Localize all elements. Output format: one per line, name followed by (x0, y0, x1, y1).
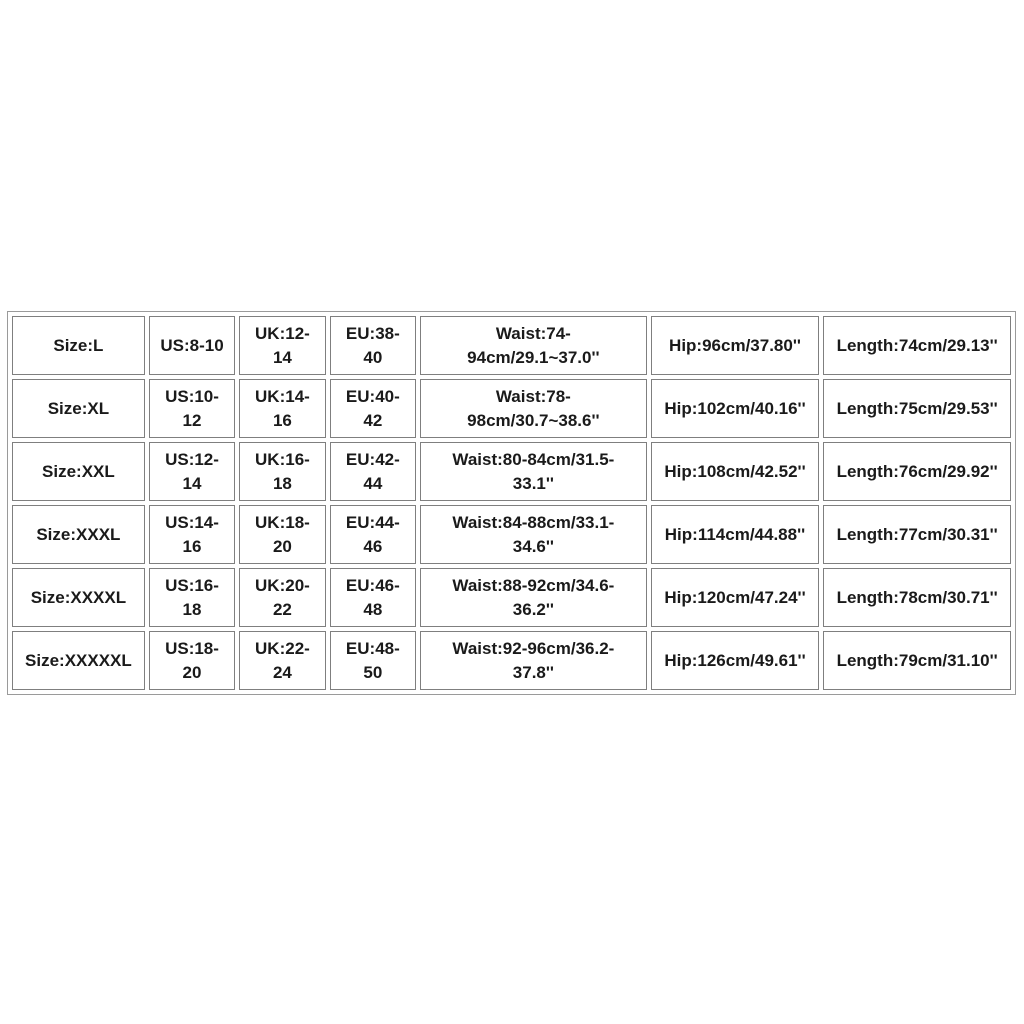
uk-size-cell-text (255, 637, 310, 685)
eu-size-cell (330, 316, 416, 375)
table-row (12, 568, 1011, 627)
hip-cell (651, 631, 820, 690)
waist-cell-text (452, 448, 614, 496)
size-cell-text: Size:L (53, 335, 104, 355)
us-size-cell-text (160, 334, 223, 358)
uk-size-cell-text (255, 322, 310, 370)
waist-cell-line: Waist:88-92cm/34.6- (452, 575, 615, 595)
eu-size-cell (330, 631, 416, 690)
size-cell (12, 631, 145, 690)
table-row (12, 379, 1011, 438)
size-cell (12, 568, 145, 627)
eu-size-cell-text (346, 322, 400, 370)
uk-size-cell-line: 16 (272, 410, 292, 430)
waist-cell-text (452, 511, 614, 559)
waist-cell (420, 568, 647, 627)
eu-size-cell-text (346, 511, 400, 559)
hip-cell-text: Hip:126cm/49.61'' (664, 650, 806, 670)
length-cell (823, 568, 1011, 627)
length-cell (823, 379, 1011, 438)
eu-size-cell-text (346, 574, 400, 622)
uk-size-cell-line: UK:16- (255, 449, 310, 469)
uk-size-cell (239, 442, 325, 501)
length-cell-text: Length:78cm/30.71'' (836, 587, 998, 607)
uk-size-cell-text (255, 385, 310, 433)
us-size-cell-text (165, 637, 219, 685)
eu-size-cell (330, 379, 416, 438)
eu-size-cell-line: EU:40- (345, 386, 400, 406)
hip-cell-text: Hip:114cm/44.88'' (664, 524, 806, 544)
us-size-cell-line: US:12- (165, 449, 219, 469)
waist-cell-text (467, 385, 599, 433)
length-cell (823, 442, 1011, 501)
waist-cell-line: 33.1'' (512, 473, 554, 493)
uk-size-cell-line: 18 (272, 473, 292, 493)
us-size-cell-text (165, 511, 219, 559)
uk-size-cell-line: UK:18- (255, 512, 310, 532)
eu-size-cell-text (346, 637, 400, 685)
eu-size-cell-line: EU:48- (345, 638, 400, 658)
eu-size-cell-line: 40 (363, 347, 383, 367)
size-cell-text: Size:XXL (42, 461, 115, 481)
uk-size-cell-line: UK:12- (255, 323, 310, 343)
uk-size-cell (239, 316, 325, 375)
waist-cell (420, 379, 647, 438)
size-cell (12, 379, 145, 438)
waist-cell-line: Waist:92-96cm/36.2- (452, 638, 615, 658)
table-row (12, 505, 1011, 564)
eu-size-cell-line: EU:44- (345, 512, 400, 532)
eu-size-cell-line: EU:38- (345, 323, 400, 343)
length-cell (823, 631, 1011, 690)
us-size-cell (149, 316, 235, 375)
eu-size-cell-line: 48 (363, 599, 383, 619)
us-size-cell-line: 18 (182, 599, 202, 619)
eu-size-cell-line: 46 (363, 536, 383, 556)
length-cell-text: Length:75cm/29.53'' (836, 398, 998, 418)
length-cell-text: Length:74cm/29.13'' (836, 335, 998, 355)
us-size-cell (149, 505, 235, 564)
length-cell-text: Length:76cm/29.92'' (836, 461, 998, 481)
waist-cell-text (452, 574, 614, 622)
length-cell-text: Length:79cm/31.10'' (836, 650, 998, 670)
size-chart-table (7, 311, 1016, 695)
waist-cell-line: Waist:78- (495, 386, 571, 406)
eu-size-cell (330, 568, 416, 627)
eu-size-cell-line: 42 (363, 410, 383, 430)
hip-cell (651, 316, 820, 375)
uk-size-cell-line: UK:20- (255, 575, 310, 595)
eu-size-cell-text (346, 385, 400, 433)
uk-size-cell (239, 568, 325, 627)
table-row (12, 316, 1011, 375)
uk-size-cell-line: 14 (272, 347, 292, 367)
hip-cell-text: Hip:108cm/42.52'' (664, 461, 806, 481)
table-row (12, 631, 1011, 690)
size-cell-text: Size:XXXL (36, 524, 121, 544)
size-cell-text: Size:XL (47, 398, 110, 418)
waist-cell (420, 316, 647, 375)
us-size-cell-text (165, 385, 219, 433)
waist-cell-line: 34.6'' (512, 536, 554, 556)
uk-size-cell-line: UK:22- (255, 638, 310, 658)
us-size-cell-line: US:14- (165, 512, 219, 532)
waist-cell (420, 442, 647, 501)
us-size-cell (149, 379, 235, 438)
us-size-cell-text (165, 448, 219, 496)
length-cell (823, 316, 1011, 375)
hip-cell-text: Hip:102cm/40.16'' (664, 398, 806, 418)
hip-cell (651, 379, 820, 438)
us-size-cell-line: US:10- (165, 386, 219, 406)
us-size-cell-line: US:8-10 (160, 335, 224, 355)
size-cell (12, 505, 145, 564)
uk-size-cell (239, 505, 325, 564)
us-size-cell-line: US:16- (165, 575, 219, 595)
waist-cell (420, 505, 647, 564)
us-size-cell-line: 20 (182, 662, 202, 682)
eu-size-cell (330, 442, 416, 501)
us-size-cell-line: 16 (182, 536, 202, 556)
us-size-cell (149, 568, 235, 627)
uk-size-cell-line: 22 (272, 599, 292, 619)
uk-size-cell-text (255, 448, 310, 496)
eu-size-cell-line: 50 (363, 662, 383, 682)
uk-size-cell-line: 24 (272, 662, 292, 682)
size-cell (12, 316, 145, 375)
waist-cell-line: 37.8'' (512, 662, 554, 682)
waist-cell-line: Waist:74- (495, 323, 571, 343)
waist-cell (420, 631, 647, 690)
uk-size-cell-text (255, 511, 310, 559)
length-cell-text: Length:77cm/30.31'' (836, 524, 998, 544)
waist-cell-line: 36.2'' (512, 599, 554, 619)
eu-size-cell-text (346, 448, 400, 496)
waist-cell-line: Waist:80-84cm/31.5- (452, 449, 615, 469)
eu-size-cell-line: 44 (363, 473, 383, 493)
us-size-cell-line: US:18- (165, 638, 219, 658)
uk-size-cell-line: UK:14- (255, 386, 310, 406)
hip-cell-text: Hip:120cm/47.24'' (664, 587, 806, 607)
uk-size-cell-text (255, 574, 310, 622)
us-size-cell-line: 14 (182, 473, 202, 493)
hip-cell-text: Hip:96cm/37.80'' (669, 335, 801, 355)
size-cell-text: Size:XXXXXL (25, 650, 132, 670)
size-chart-body (12, 316, 1011, 690)
size-cell-text: Size:XXXXL (30, 587, 127, 607)
eu-size-cell (330, 505, 416, 564)
us-size-cell-text (165, 574, 219, 622)
waist-cell-text (452, 637, 614, 685)
waist-cell-text (467, 322, 599, 370)
hip-cell (651, 442, 820, 501)
length-cell (823, 505, 1011, 564)
us-size-cell (149, 631, 235, 690)
hip-cell (651, 505, 820, 564)
waist-cell-line: 98cm/30.7~38.6'' (467, 410, 600, 430)
uk-size-cell (239, 379, 325, 438)
uk-size-cell-line: 20 (272, 536, 292, 556)
table-row (12, 442, 1011, 501)
eu-size-cell-line: EU:46- (345, 575, 400, 595)
us-size-cell-line: 12 (182, 410, 202, 430)
eu-size-cell-line: EU:42- (345, 449, 400, 469)
waist-cell-line: Waist:84-88cm/33.1- (452, 512, 615, 532)
waist-cell-line: 94cm/29.1~37.0'' (467, 347, 600, 367)
hip-cell (651, 568, 820, 627)
uk-size-cell (239, 631, 325, 690)
size-cell (12, 442, 145, 501)
us-size-cell (149, 442, 235, 501)
